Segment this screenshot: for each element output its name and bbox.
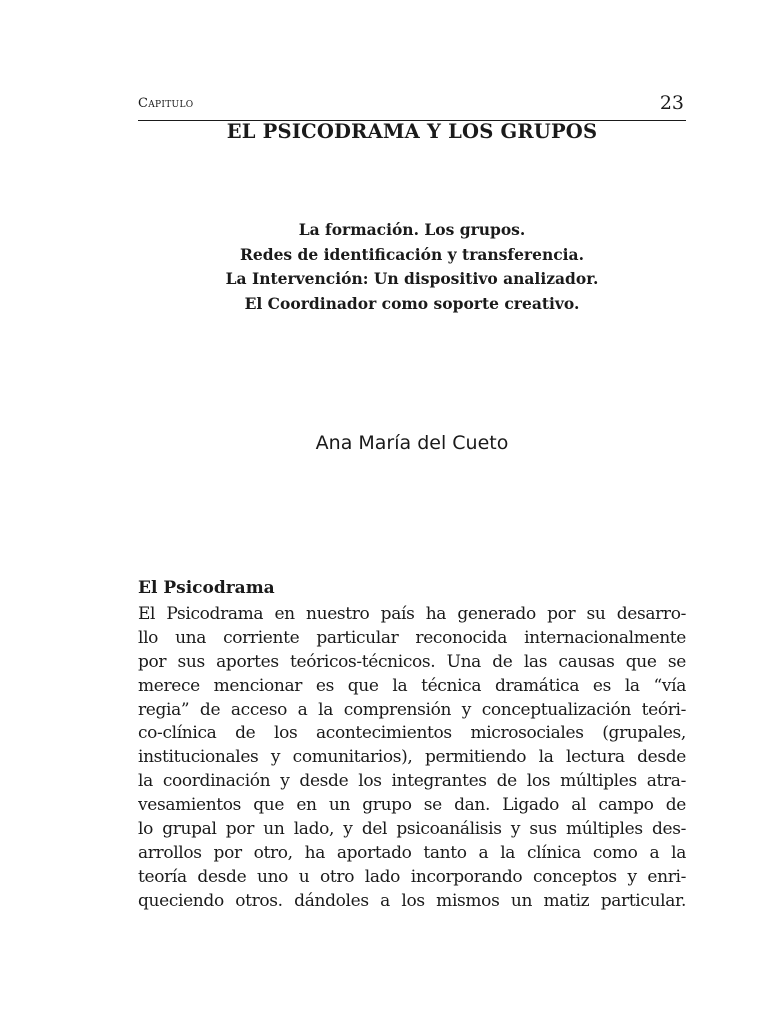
subtitle-line: La Intervención: Un dispositivo analizador. <box>225 269 599 288</box>
running-header <box>138 94 686 121</box>
subtitle-line: El Coordinador como soporte creativo. <box>244 293 580 313</box>
paragraph-line: institucionales y comunitarios), permitiendo la lectura desde <box>138 747 686 768</box>
subtitle-line: La formación. Los grupos. <box>298 220 526 239</box>
body-paragraph <box>138 603 686 914</box>
book-page <box>138 0 686 1024</box>
subtitle-line: Redes de identificación y transferencia. <box>239 244 584 264</box>
paragraph-line: teoría desde uno u otro lado incorporando conceptos y enri- <box>138 866 686 887</box>
paragraph-line: regia” de acceso a la comprensión y conceptualización teóri- <box>138 699 686 720</box>
paragraph-line: la coordinación y desde los integrantes de los múltiples atra- <box>138 771 686 792</box>
chapter-title: EL PSICODRAMA Y LOS GRUPOS <box>226 120 598 143</box>
page-number: 23 <box>659 92 684 114</box>
paragraph-line: arrollos por otro, ha aportado tanto a la clínica como a la <box>138 842 686 863</box>
chapter-label: Capitulo <box>138 96 194 111</box>
section-heading: El Psicodrama <box>138 578 275 598</box>
paragraph-line: por sus aportes teóricos-técnicos. Una de las causas que se <box>138 651 686 672</box>
paragraph-line: El Psicodrama en nuestro país ha generado por su desarro- <box>138 604 686 624</box>
paragraph-line: llo una corriente particular reconocida internacionalmente <box>138 627 686 648</box>
paragraph-line: merece mencionar es que la técnica dramática es la “vía <box>138 675 686 696</box>
paragraph-line: vesamientos que en un grupo se dan. Ligado al campo de <box>138 795 686 816</box>
author-name: Ana María del Cueto <box>315 432 509 454</box>
chapter-subtitles <box>138 218 686 316</box>
paragraph-line: lo grupal por un lado, y del psicoanálisis y sus múltiples des- <box>138 819 686 840</box>
paragraph-line: co-clínica de los acontecimientos microsociales (grupales, <box>138 723 686 744</box>
paragraph-line: queciendo otros. dándoles a los mismos un matiz particular. <box>138 890 686 911</box>
